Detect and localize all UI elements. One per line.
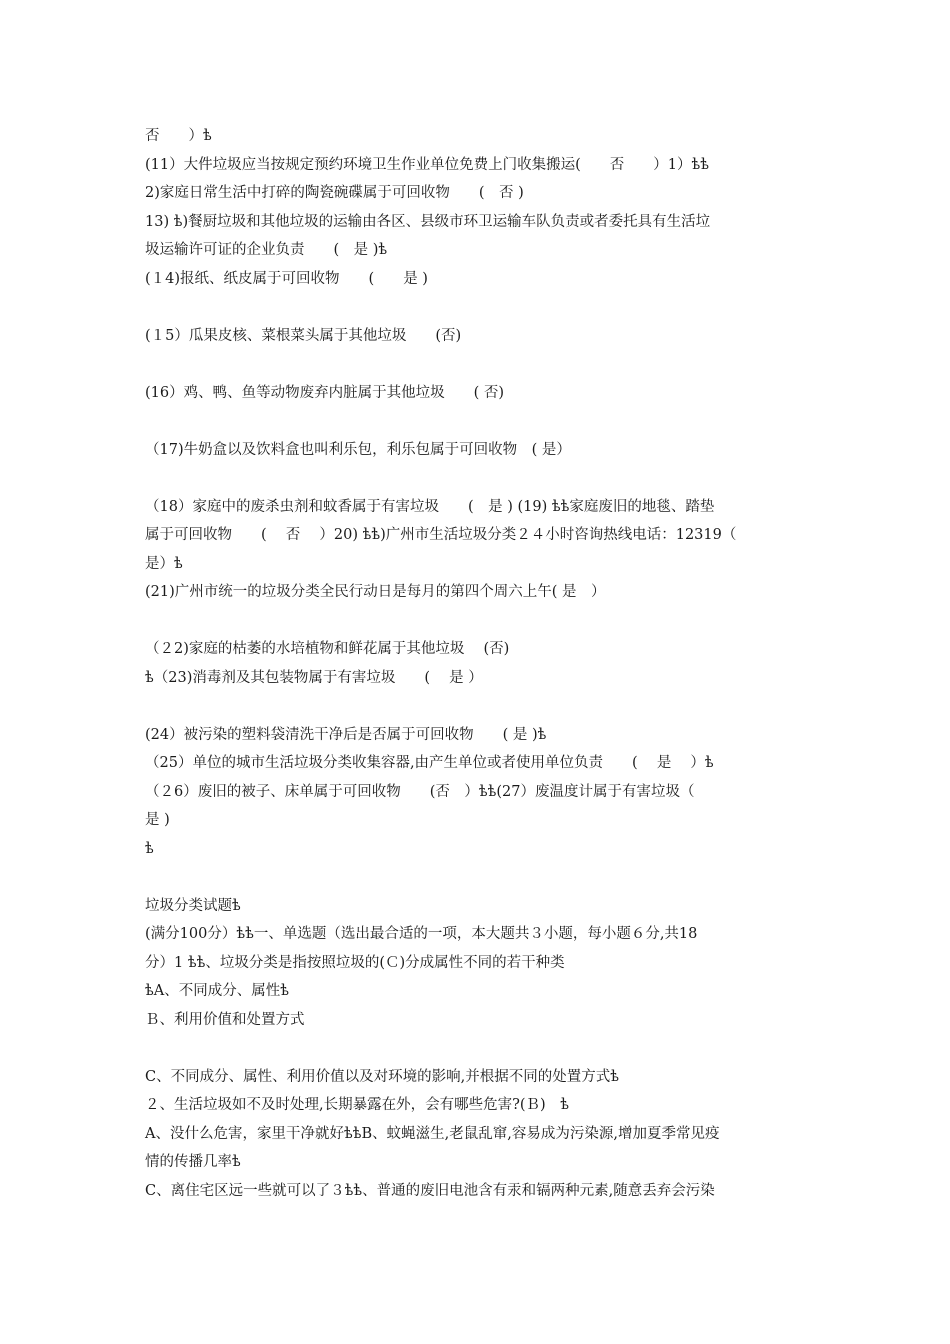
blank-line xyxy=(145,464,810,493)
text-line: C、离住宅区远一些就可以了３ѣѣ、普通的废旧电池含有汞和镉两种元素,随意丢弃会污染 xyxy=(145,1182,715,1199)
text-line: （18）家庭中的废杀虫剂和蚊香属于有害垃圾 ( 是 ) (19) ѣѣ家庭废旧的地毯、踏垫 xyxy=(145,498,715,515)
text-line: (21)广州市统一的垃圾分类全民行动日是每月的第四个周六上午( 是 ） xyxy=(145,584,606,600)
text-line: ２、生活垃圾如不及时处理,长期暴露在外，会有哪些危害?(Ｂ) ѣ xyxy=(145,1097,569,1113)
text-line: 2)家庭日常生活中打碎的陶瓷碗碟属于可回收物 ( 否 ) xyxy=(145,185,524,201)
blank-line xyxy=(145,407,810,436)
text-line: （２6）废旧的被子、床单属于可回收物 (否 ）ѣѣ(27）废温度计属于有害垃圾（ xyxy=(145,783,695,800)
text-line: 分）1 ѣѣ、垃圾分类是指按照垃圾的(Ｃ)分成属性不同的若干种类 xyxy=(145,954,565,971)
text-line: （25）单位的城市生活垃圾分类收集容器,由产生单位或者使用单位负责 ( 是 ）ѣ xyxy=(145,755,714,771)
text-line: A、没什么危害，家里干净就好ѣѣB、蚊蝇滋生,老鼠乱窜,容易成为污染源,增加夏季常见疫 xyxy=(145,1125,720,1142)
blank-line xyxy=(145,293,810,322)
text-line: 13) ѣ)餐厨垃圾和其他垃圾的运输由各区、县级市环卫运输车队负责或者委托具有生活垃 xyxy=(145,213,711,230)
blank-line xyxy=(145,607,810,636)
text-line: (16）鸡、鸭、鱼等动物废弃内脏属于其他垃圾 ( 否) xyxy=(145,384,505,401)
text-line: C、不同成分、属性、利用价值以及对环境的影响,并根据不同的处置方式ѣ xyxy=(145,1068,619,1085)
text-line: 属于可回收物 ( 否 ）20) ѣѣ)广州市生活垃圾分类２４小时咨询热线电话：12319（ xyxy=(145,527,737,543)
blank-line xyxy=(145,1034,810,1063)
text-line: (满分100分）ѣѣ一、单选题（选出最合适的一项，本大题共３小题，每小题６分,共18 xyxy=(145,926,698,942)
text-line: (１5）瓜果皮核、菜根菜头属于其他垃圾 (否) xyxy=(145,327,462,344)
section-title: 垃圾分类试题ѣ xyxy=(145,897,241,914)
blank-line xyxy=(145,350,810,379)
text-line: 圾运输许可证的企业负责 ( 是 )ѣ xyxy=(145,242,388,258)
text-line: (１4)报纸、纸皮属于可回收物 ( 是 ) xyxy=(145,270,428,287)
blank-line xyxy=(145,692,810,721)
text-line: 是）ѣ xyxy=(145,555,183,572)
blank-line xyxy=(145,863,810,892)
text-line: ѣA、不同成分、属性ѣ xyxy=(145,983,289,999)
text-line: (11）大件垃圾应当按规定预约环境卫生作业单位免费上门收集搬运( 否 ）1）ѣѣ xyxy=(145,156,709,173)
text-line: 是 ) xyxy=(145,812,170,828)
text-line: ѣ（23)消毒剂及其包装物属于有害垃圾 ( 是 ） xyxy=(145,669,483,686)
text-line: ѣ xyxy=(145,840,154,857)
text-line: (24）被污染的塑料袋清洗干净后是否属于可回收物 ( 是 )ѣ xyxy=(145,726,547,743)
text-line: Ｂ、利用价值和处置方式 xyxy=(145,1011,305,1028)
text-line: （17)牛奶盒以及饮料盒也叫利乐包，利乐包属于可回收物 ( 是） xyxy=(145,441,571,458)
document-page xyxy=(145,122,810,1205)
text-line: 否 ）ѣ xyxy=(145,128,212,144)
text-line: 情的传播几率ѣ xyxy=(145,1154,241,1170)
text-line: （２2)家庭的枯萎的水培植物和鲜花属于其他垃圾 (否) xyxy=(145,641,510,657)
